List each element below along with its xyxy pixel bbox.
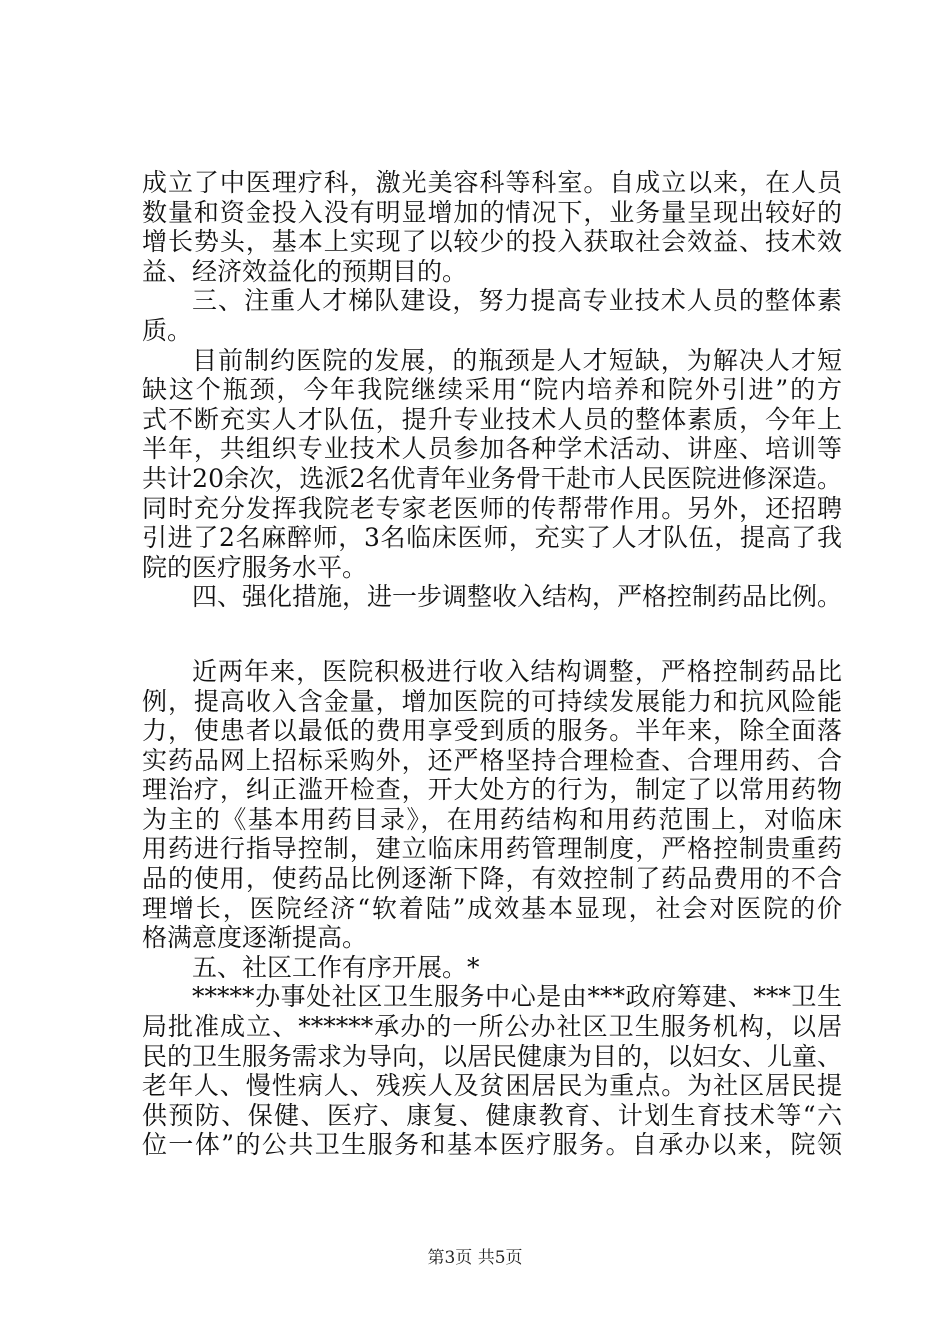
text-line: 为主的《基本用药目录》，在用药结构和用药范围上，对临床 [142, 804, 842, 834]
text-line: 式不断充实人才队伍，提升专业技术人员的整体素质，今年上 [142, 404, 842, 434]
text-line: 民的卫生服务需求为导向，以居民健康为目的，以妇女、儿童、 [142, 1041, 843, 1071]
text-line: 品的使用，使药品比例逐渐下降，有效控制了药品费用的不合 [142, 864, 842, 894]
page-number-footer: 第3页 共5页 [427, 1248, 523, 1268]
text-line: 老年人、慢性病人、残疾人及贫困居民为重点。为社区居民提 [142, 1071, 842, 1101]
text-line: 院的医疗服务水平。 [142, 552, 368, 582]
text-line: 增长势头，基本上实现了以较少的投入获取社会效益、技术效 [142, 227, 842, 257]
text-line: 引进了2名麻醉师，3名临床医师，充实了人才队伍，提高了我 [142, 523, 842, 553]
text-line: 理增长，医院经济“软着陆”成效基本显现，社会对医院的价 [142, 893, 842, 923]
text-line: 益、经济效益化的预期目的。 [142, 256, 468, 286]
text-line: *****办事处社区卫生服务中心是由***政府筹建、***卫生 [192, 982, 842, 1012]
blank-line [142, 612, 842, 657]
section-heading-5: 五、社区工作有序开展。* [192, 952, 480, 982]
text-line: 实药品网上招标采购外，还严格坚持合理检查、合理用药、合 [142, 745, 842, 775]
section-heading-3: 三、注重人才梯队建设，努力提高专业技术人员的整体素 [192, 286, 842, 316]
text-line: 用药进行指导控制，建立临床用药管理制度，严格控制贵重药 [142, 834, 842, 864]
text-line: 格满意度逐渐提高。 [142, 923, 368, 953]
text-line: 质。 [142, 315, 193, 345]
text-line: 缺这个瓶颈，今年我院继续采用“院内培养和院外引进”的方 [142, 375, 842, 405]
text-line: 同时充分发挥我院老专家老医师的传帮带作用。另外，还招聘 [142, 493, 842, 523]
text-line: 理治疗，纠正滥开检查，开大处方的行为，制定了以常用药物 [142, 775, 842, 805]
text-line: 例，提高收入含金量，增加医院的可持续发展能力和抗风险能 [142, 686, 842, 716]
text-line: 供预防、保健、医疗、康复、健康教育、计划生育技术等“六 [142, 1100, 842, 1130]
text-line: 目前制约医院的发展，的瓶颈是人才短缺，为解决人才短 [192, 345, 842, 375]
text-line: 局批准成立、******承办的一所公办社区卫生服务机构，以居 [142, 1012, 842, 1042]
text-line: 位一体”的公共卫生服务和基本医疗服务。自承办以来，院领 [142, 1130, 842, 1160]
text-line: 半年，共组织专业技术人员参加各种学术活动、讲座、培训等 [142, 434, 842, 464]
text-line: 力，使患者以最低的费用享受到质的服务。半年来，除全面落 [142, 716, 842, 746]
text-line: 成立了中医理疗科，激光美容科等科室。自成立以来，在人员 [142, 168, 842, 197]
text-line: 共计20余次，选派2名优青年业务骨干赴市人民医院进修深造。 [142, 463, 842, 493]
document-body [142, 168, 842, 1160]
section-heading-4: 四、强化措施，进一步调整收入结构，严格控制药品比例。 [192, 582, 843, 612]
text-line: 近两年来，医院积极进行收入结构调整，严格控制药品比 [192, 656, 842, 686]
text-line: 数量和资金投入没有明显增加的情况下，业务量呈现出较好的 [142, 197, 842, 227]
